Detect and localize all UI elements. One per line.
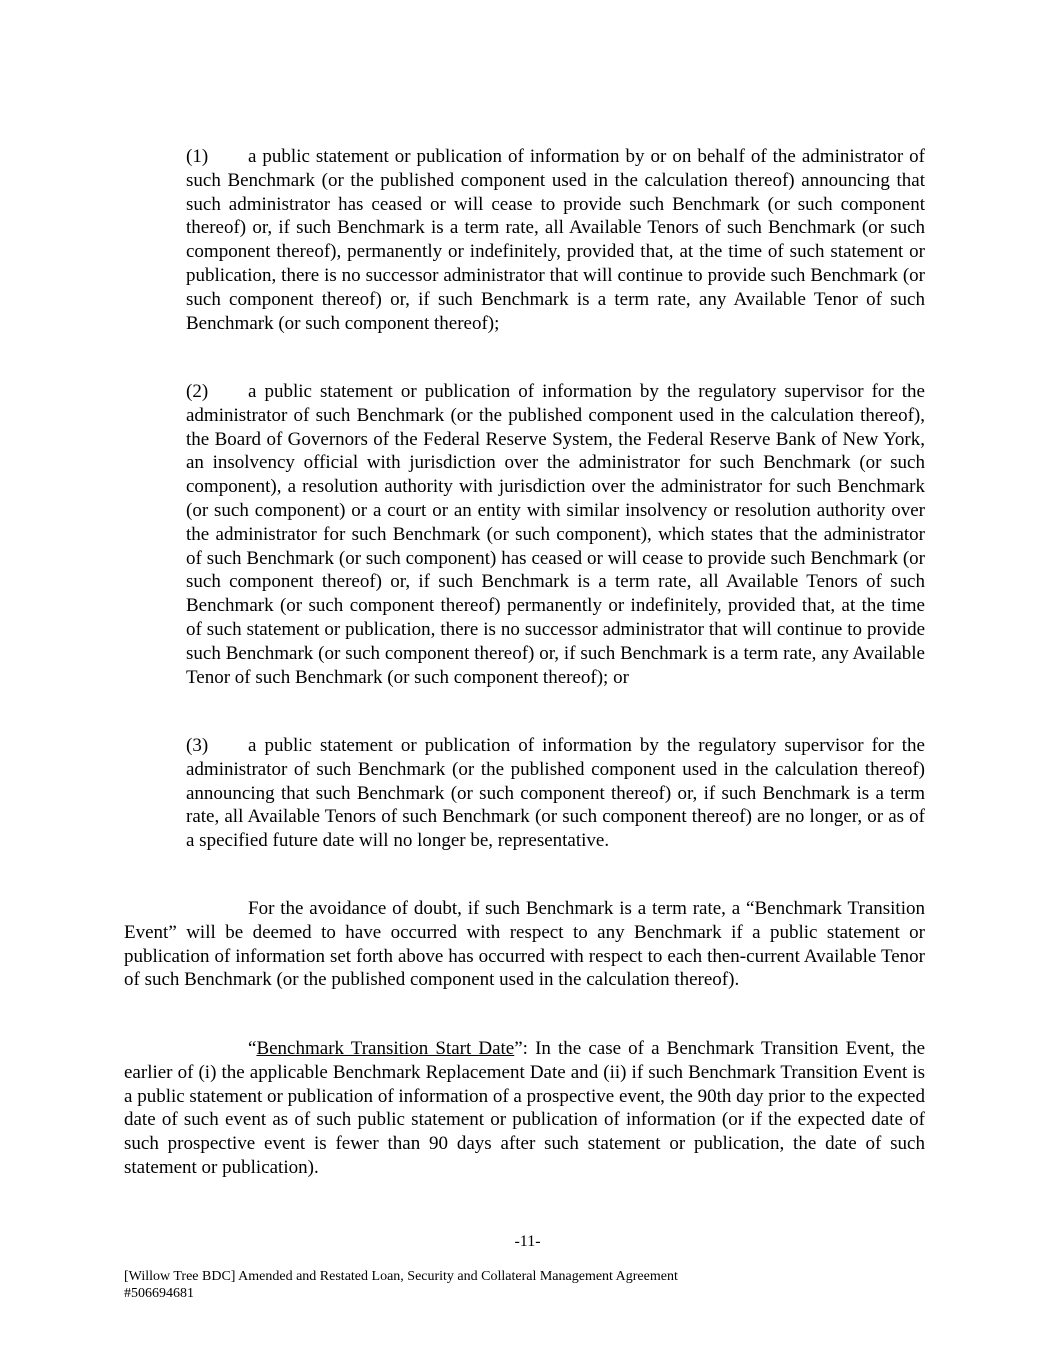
- clause-2: [186, 380, 925, 689]
- footer-document-id: #506694681: [124, 1286, 194, 1301]
- clause-1: [186, 145, 925, 335]
- definition-text: : In the case of a Benchmark Transition Event, the earlier of (i) the applicable Benchmark Replacement Date and (ii) if such Benchmark Transition Event is a public statement or publication of information of a prospective event, the 90th day prior to the expected date of such event as of such public statement or publication of information (or if the expected date of such prospective event is fewer than 90 days after such statement or publication, the date of such statement or publication).: [124, 1038, 926, 1178]
- clause-3-text: a public statement or publication of information by the regulatory supervisor for the administrator of such Benchmark (or the published component used in the calculation thereof) announcing that such Benchmark (or such component thereof) or, if such Benchmark is a term rate, all Available Tenors of such Benchmark (or such component thereof) are no longer, or as of a specified future date will no longer be, representative.: [186, 735, 925, 852]
- footer-title: [Willow Tree BDC] Amended and Restated Loan, Security and Collateral Management Agreement: [124, 1269, 678, 1284]
- avoidance-of-doubt-paragraph: [124, 897, 925, 992]
- clause-1-number: (1): [186, 146, 209, 167]
- definition-open-quote: “: [248, 1038, 257, 1059]
- clause-1-text: a public statement or publication of information by or on behalf of the administrator of such Benchmark (or the published component used in the calculation thereof) announcing that such administrator has ceased or will cease to provide such Benchmark (or such component thereof) or, if such Benchmark is a term rate, all Available Tenors of such Benchmark (or such component thereof), permanently or indefinitely, provided that, at the time of such statement or publication, there is no successor administrator that will continue to provide such Benchmark (or such component thereof) or, if such Benchmark is a term rate, any Available Tenor of such Benchmark (or such component thereof);: [186, 146, 925, 334]
- page-number: -11-: [514, 1233, 541, 1250]
- avoidance-of-doubt-text: For the avoidance of doubt, if such Benchmark is a term rate, a “Benchmark Transition Event” will be deemed to have occurred with respect to any Benchmark if a public statement or publication of information set forth above has occurred with respect to each then-current Available Tenor of such Benchmark (or the published component used in the calculation thereof).: [124, 898, 925, 991]
- clause-3-number: (3): [186, 735, 209, 756]
- clause-2-number: (2): [186, 381, 209, 402]
- clause-2-text: a public statement or publication of information by the regulatory supervisor for the administrator of such Benchmark (or the published component used in the calculation thereof), the Board of Governors of the Federal Reserve System, the Federal Reserve Bank of New York, an insolvency official with jurisdiction over the administrator for such Benchmark (or such component), a resolution authority with jurisdiction over the administrator for such Benchmark (or such component) or a court or an entity with similar insolvency or resolution authority over the administrator for such Benchmark (or such component), which states that the administrator of such Benchmark (or such component) has ceased or will cease to provide such Benchmark (or such component thereof) or, if such Benchmark is a term rate, all Available Tenors of such Benchmark (or such component thereof) permanently or indefinitely, provided that, at the time of such statement or publication, there is no successor administrator that will continue to provide such Benchmark (or such component thereof) or, if such Benchmark is a term rate, any Available Tenor of such Benchmark (or such component thereof); or: [186, 381, 925, 688]
- definition-close-quote: ”: [514, 1038, 523, 1059]
- benchmark-transition-start-date-definition: [124, 1037, 925, 1180]
- clause-3: [186, 734, 925, 853]
- document-footer: [124, 1268, 924, 1302]
- defined-term: Benchmark Transition Start Date: [256, 1038, 515, 1059]
